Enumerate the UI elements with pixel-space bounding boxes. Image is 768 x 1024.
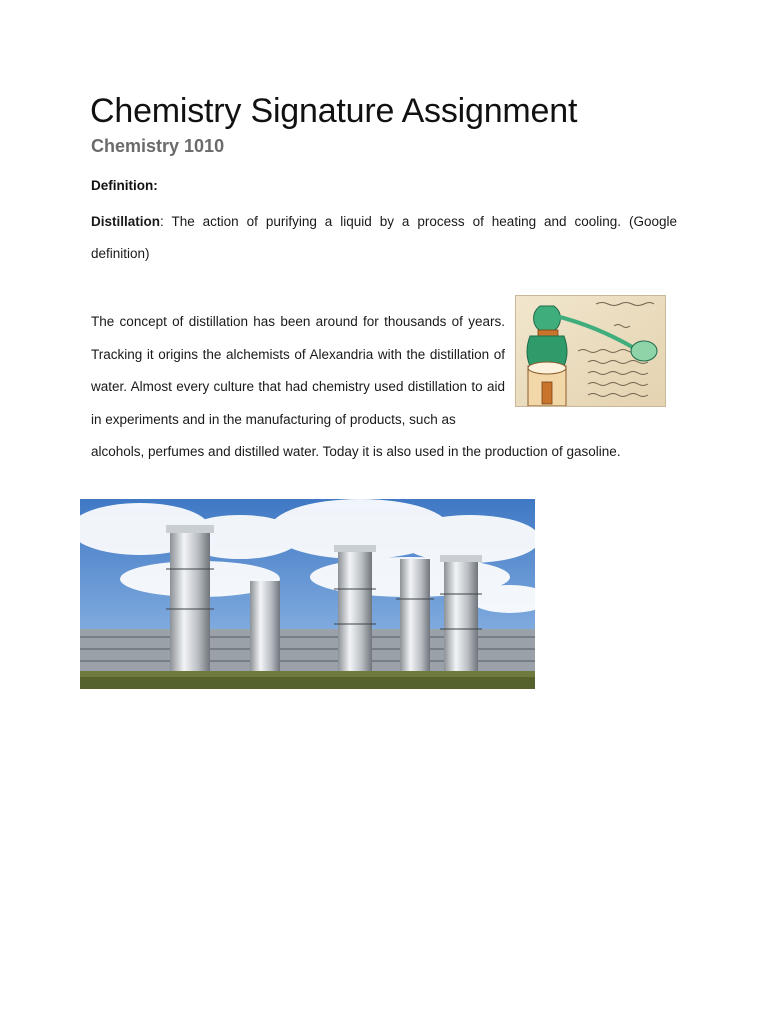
definition-term: Distillation: [91, 214, 161, 229]
history-paragraph-end: alcohols, perfumes and distilled water. Today it is also used in the production of gasoline.: [91, 444, 621, 459]
definition-heading: Definition:: [91, 178, 158, 193]
refinery-photo: [80, 499, 535, 689]
alembic-manuscript-image: [515, 295, 666, 407]
history-paragraph: The concept of distillation has been around for thousands of years. Tracking it origins the alchemists of Alexandria with the distillation of water. Almost every culture that had chemistry used distillation to aid in experiments and in the manufacturing of products, such as: [91, 314, 505, 427]
definition-paragraph: [91, 206, 677, 270]
page-title: Chemistry Signature Assignment: [90, 92, 578, 130]
page-subtitle: Chemistry 1010: [91, 136, 225, 156]
definition-text: : The action of purifying a liquid by a process of heating and cooling. (Google definition): [91, 214, 677, 261]
